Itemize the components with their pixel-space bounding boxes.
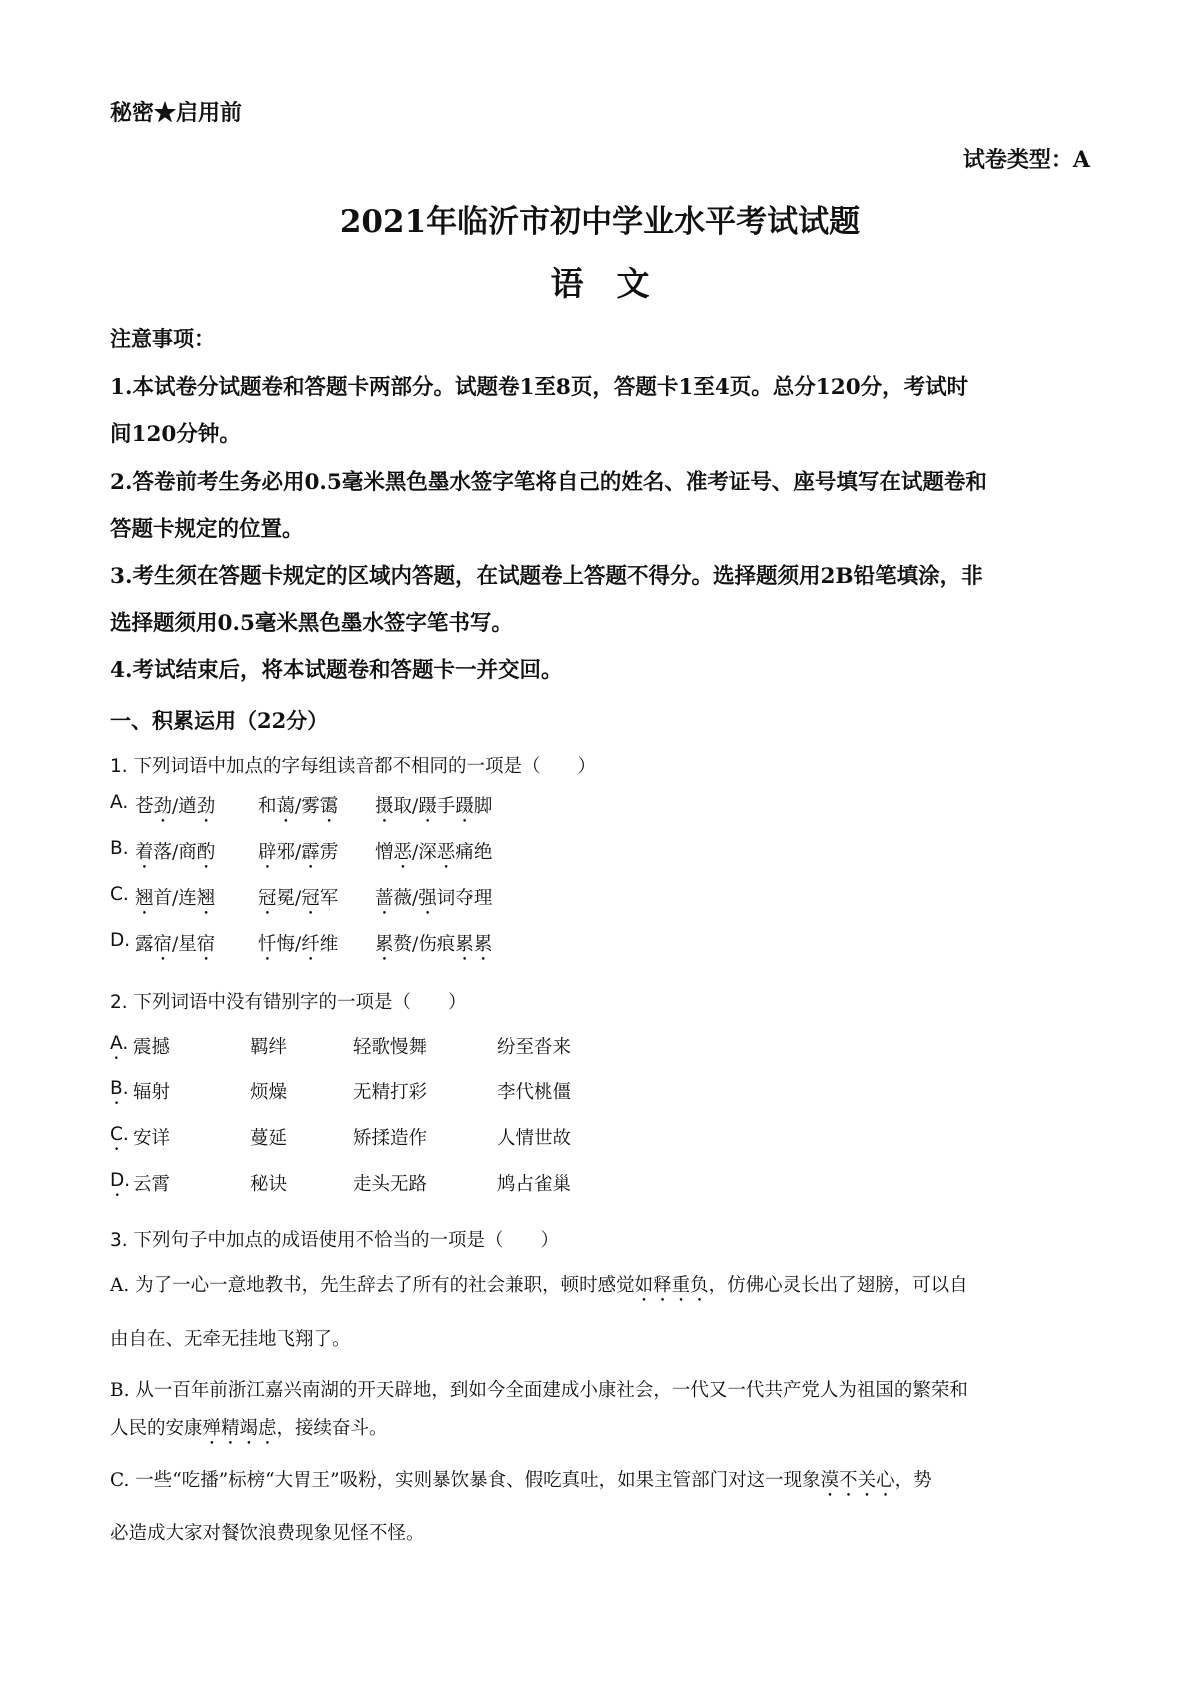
confidential-label: 秘密★启用前: [110, 100, 243, 126]
character: 劲: [153, 796, 173, 817]
character: 商: [178, 842, 197, 863]
character: 伤: [418, 934, 437, 955]
character: 手: [436, 796, 456, 817]
option-word: 辐射: [133, 1082, 171, 1103]
character: 星: [178, 934, 197, 955]
character: 憎: [375, 842, 394, 863]
notice-line: 选择题须用0.5毫米黑色墨水签字笔书写。: [110, 611, 513, 636]
option-label: B.: [110, 1078, 129, 1099]
option-word: 纷至沓来: [497, 1037, 572, 1058]
character: 痕: [436, 934, 456, 955]
option-word: 震撼: [133, 1037, 171, 1058]
word-group: [258, 792, 338, 827]
character: 霭: [319, 796, 339, 817]
notice-line: 间120分钟。: [110, 422, 241, 447]
separator: /: [295, 842, 302, 863]
character: 词: [436, 888, 456, 909]
section-heading: 一、积累运用（22分）: [110, 708, 329, 733]
character: 冕: [276, 888, 296, 909]
character: 蔼: [276, 796, 296, 817]
word-group: [258, 838, 338, 873]
character: 赘: [393, 934, 413, 955]
character: 悔: [276, 934, 296, 955]
character: 宿: [196, 934, 216, 955]
notice-line: 4.考试结束后，将本试题卷和答题卡一并交回。: [110, 658, 563, 683]
separator: /: [295, 796, 302, 817]
separator: /: [295, 888, 302, 909]
dotted-idiom: 如释重负: [634, 1275, 709, 1296]
paper-type-label: 试卷类型：A: [962, 147, 1090, 173]
dotted-idiom: 殚精竭虑: [202, 1418, 277, 1439]
question-1-stem: 1. 下列词语中加点的字每组读音都不相同的一项是（ ）: [110, 756, 597, 777]
word-group: [135, 838, 215, 873]
question-3-option-b-continued: [110, 1414, 388, 1449]
character: 脚: [473, 796, 493, 817]
question-3-option-a-continued: 由自在、无牵无挂地飞翔了。: [110, 1329, 351, 1350]
dotted-idiom: 漠不关心: [820, 1470, 895, 1491]
character: 酌: [196, 842, 216, 863]
question-3-stem: 3. 下列句子中加点的成语使用不恰当的一项是（ ）: [110, 1230, 560, 1251]
separator: /: [172, 796, 179, 817]
option-word: 云霄: [133, 1174, 171, 1195]
character: 忏: [258, 934, 277, 955]
character: 雾: [301, 796, 320, 817]
option-text: ，势: [894, 1470, 932, 1491]
character: 辟: [258, 842, 277, 863]
question-2-stem: 2. 下列词语中没有错别字的一项是（ ）: [110, 992, 467, 1013]
character: 军: [319, 888, 339, 909]
word-group: [375, 930, 492, 965]
word-group: [258, 930, 338, 965]
character: 蹑: [418, 796, 437, 817]
word-group: [258, 884, 338, 919]
separator: /: [412, 888, 419, 909]
character: 纤: [301, 934, 320, 955]
character: 宿: [153, 934, 173, 955]
notice-heading: 注意事项：: [110, 326, 215, 351]
option-word: 无精打彩: [353, 1082, 428, 1103]
option-label: A.: [110, 792, 129, 813]
word-group: [135, 930, 215, 965]
option-word: 轻歌慢舞: [353, 1037, 428, 1058]
character: 着: [135, 842, 154, 863]
character: 强: [418, 888, 437, 909]
separator: /: [172, 934, 179, 955]
word-group: [135, 792, 215, 827]
question-3-option-b: B. 从一百年前浙江嘉兴南湖的开天辟地，到如今全面建成小康社会，一代又一代共产党人为祖国的繁荣和: [110, 1380, 968, 1401]
character: 落: [153, 842, 173, 863]
subject-title: 语 文: [550, 264, 650, 303]
character: 霹: [301, 842, 320, 863]
exam-title: 2021年临沂市初中学业水平考试试题: [339, 204, 861, 240]
character: 冠: [258, 888, 277, 909]
separator: /: [172, 888, 179, 909]
question-3-option-a: [110, 1271, 968, 1306]
character: 遒: [178, 796, 197, 817]
character: 累: [455, 934, 474, 955]
character: 雳: [319, 842, 339, 863]
character: 累: [473, 934, 493, 955]
notice-line: 答题卡规定的位置。: [110, 517, 304, 542]
character: 首: [153, 888, 173, 909]
character: 薇: [393, 888, 413, 909]
character: 蹑: [455, 796, 474, 817]
option-word: 矫揉造作: [353, 1128, 428, 1149]
option-word: 羁绊: [250, 1037, 288, 1058]
character: 邪: [276, 842, 296, 863]
option-label: C.: [110, 1124, 129, 1145]
option-word: 烦燥: [250, 1082, 288, 1103]
option-label: A.: [110, 1033, 129, 1054]
character: 取: [393, 796, 413, 817]
option-text: 人民的安康: [110, 1418, 203, 1439]
option-word: 走头无路: [353, 1174, 428, 1195]
word-group: [375, 838, 492, 873]
option-text: ，仿佛心灵长出了翅膀，可以自: [708, 1275, 968, 1296]
option-text: A. 为了一心一意地教书，先生辞去了所有的社会兼职，顿时感觉: [110, 1275, 635, 1296]
option-text: C. 一些“吃播”标榜“大胃王”吸粉，实则暴饮暴食、假吃真吐，如果主管部门对这一现象: [110, 1470, 821, 1491]
character: 连: [178, 888, 197, 909]
option-word: 秘诀: [250, 1174, 288, 1195]
separator: /: [172, 842, 179, 863]
character: 蔷: [375, 888, 394, 909]
notice-line: 3.考生须在答题卡规定的区域内答题，在试题卷上答题不得分。选择题须用2B铅笔填涂，非: [110, 564, 983, 589]
separator: /: [412, 796, 419, 817]
character: 深: [418, 842, 437, 863]
option-word: 鸠占雀巢: [497, 1174, 572, 1195]
character: 劲: [196, 796, 216, 817]
option-label: D.: [110, 1170, 131, 1191]
character: 冠: [301, 888, 320, 909]
word-group: [375, 792, 492, 827]
option-label: C.: [110, 884, 129, 905]
separator: /: [412, 934, 419, 955]
option-text: ，接续奋斗。: [276, 1418, 388, 1439]
character: 翘: [196, 888, 216, 909]
character: 摄: [375, 796, 394, 817]
separator: /: [412, 842, 419, 863]
separator: /: [295, 934, 302, 955]
character: 恶: [436, 842, 456, 863]
notice-line: 1.本试卷分试题卷和答题卡两部分。试题卷1至8页，答题卡1至4页。总分120分，考试时: [110, 375, 969, 400]
character: 痛: [455, 842, 474, 863]
word-group: [375, 884, 492, 919]
character: 维: [319, 934, 339, 955]
character: 和: [258, 796, 277, 817]
notice-line: 2.答卷前考生务必用0.5毫米黑色墨水签字笔将自己的姓名、准考证号、座号填写在试题卷和: [110, 470, 987, 495]
character: 夺: [455, 888, 474, 909]
option-label: D.: [110, 930, 131, 951]
character: 露: [135, 934, 154, 955]
character: 恶: [393, 842, 413, 863]
question-3-option-c: [110, 1466, 932, 1501]
character: 理: [473, 888, 493, 909]
option-label: B.: [110, 838, 129, 859]
option-word: 安详: [133, 1128, 171, 1149]
character: 翘: [135, 888, 154, 909]
option-word: 李代桃僵: [497, 1082, 572, 1103]
character: 苍: [135, 796, 154, 817]
word-group: [135, 884, 215, 919]
question-3-option-c-continued: 必造成大家对餐饮浪费现象见怪不怪。: [110, 1523, 425, 1544]
option-word: 人情世故: [497, 1128, 572, 1149]
character: 累: [375, 934, 394, 955]
character: 绝: [473, 842, 493, 863]
option-word: 蔓延: [250, 1128, 288, 1149]
